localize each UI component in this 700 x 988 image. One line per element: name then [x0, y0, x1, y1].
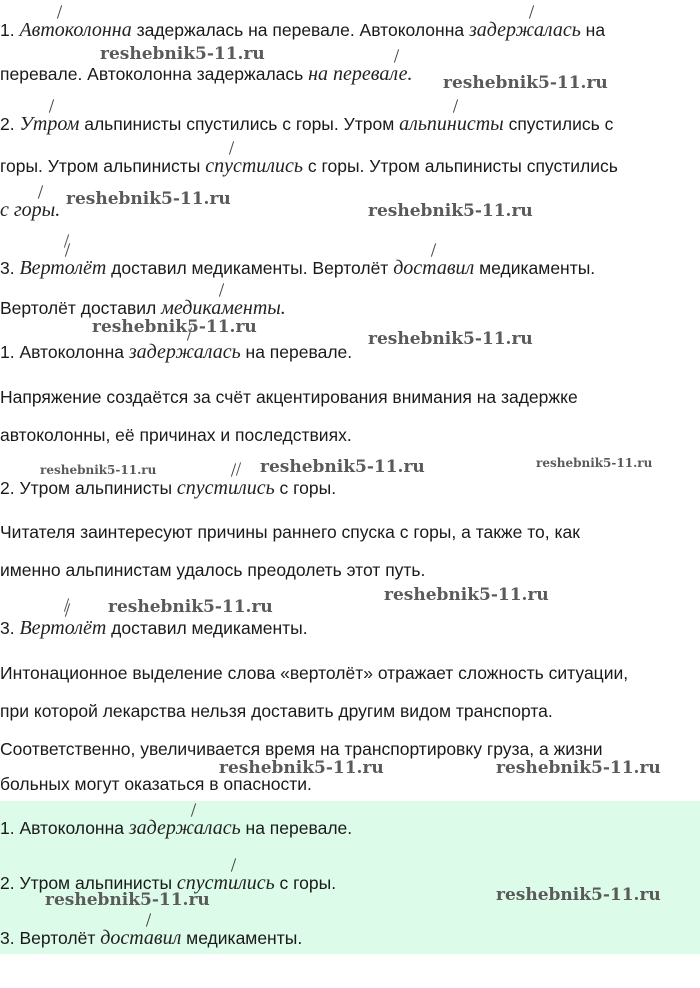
logical-stress-word: доставил: [100, 927, 181, 949]
s2-paragraph-1-line-2: автоколонны, её причинах и последствиях.: [0, 425, 352, 445]
s1-line-1: 1. Автоколонна задержалась на перевале. Автоколонна задержалась на: [0, 18, 605, 42]
s1-line-2: перевале. Автоколонна задержалась на перевале.: [0, 62, 412, 86]
watermark: reshebnik5-11.ru: [496, 885, 661, 905]
logical-stress-word: Утром: [19, 113, 79, 135]
logical-stress-word: медикаменты.: [161, 297, 286, 319]
logical-stress-word: Автоколонна: [19, 19, 131, 41]
s2-paragraph-2-line-2: именно альпинистам удалось преодолеть этот путь.: [0, 560, 426, 580]
logical-stress-word: альпинисты: [399, 113, 504, 135]
s2-paragraph-3-line-1: Интонационное выделение слова «вертолёт» отражает сложность ситуации,: [0, 663, 629, 683]
watermark: reshebnik5-11.ru: [45, 890, 210, 910]
logical-stress-word: Вертолёт: [19, 257, 106, 279]
s2-line-2: 2. Утром альпинисты спустились с горы.: [0, 476, 336, 500]
watermark: reshebnik5-11.ru: [443, 73, 608, 93]
watermark: reshebnik5-11.ru: [368, 329, 533, 349]
s2-paragraph-3-line-2: при которой лекарства нельзя доставить другим видом транспорта.: [0, 701, 553, 721]
answer-line-1: 1. Автоколонна задержалась на перевале.: [0, 816, 352, 840]
answer-line-2: 2. Утром альпинисты спустились с горы.: [0, 871, 336, 895]
s2-line-1: 1. Автоколонна задержалась на перевале.: [0, 340, 352, 364]
watermark: reshebnik5-11.ru: [40, 463, 157, 477]
logical-stress-word: спустились: [177, 872, 275, 894]
logical-stress-word: задержалась: [129, 341, 241, 363]
watermark: reshebnik5-11.ru: [92, 317, 257, 337]
s1-line-6: 3. Вертолёт доставил медикаменты. Вертолёт доставил медикаменты.: [0, 256, 595, 280]
logical-stress-word: задержалась: [469, 19, 581, 41]
s2-paragraph-1-line-1: Напряжение создаётся за счёт акцентирования внимания на задержке: [0, 387, 578, 407]
logical-stress-word: на перевале.: [308, 63, 412, 85]
watermark: reshebnik5-11.ru: [66, 189, 231, 209]
s1-line-4: горы. Утром альпинисты спустились с горы. Утром альпинисты спустились: [0, 154, 618, 178]
s2-paragraph-3-line-3: Соответственно, увеличивается время на транспортировку груза, а жизни: [0, 739, 603, 759]
watermark: reshebnik5-11.ru: [536, 456, 653, 470]
answer-line-3: 3. Вертолёт доставил медикаменты.: [0, 926, 302, 950]
logical-stress-word: Вертолёт: [19, 617, 106, 639]
s2-line-3: 3. Вертолёт доставил медикаменты.: [0, 616, 308, 640]
watermark: reshebnik5-11.ru: [496, 758, 661, 778]
s2-paragraph-3-line-4: больных могут оказаться в опасности.: [0, 774, 312, 794]
watermark: reshebnik5-11.ru: [219, 758, 384, 778]
s1-line-7: Вертолёт доставил медикаменты.: [0, 296, 286, 320]
watermark: reshebnik5-11.ru: [260, 457, 425, 477]
watermark: reshebnik5-11.ru: [108, 597, 273, 617]
logical-stress-word: спустились: [205, 155, 303, 177]
s2-paragraph-2-line-1: Читателя заинтересуют причины раннего спуска с горы, а также то, как: [0, 522, 580, 542]
logical-stress-word: спустились: [177, 477, 275, 499]
stress-mark: [236, 462, 241, 476]
logical-stress-word: с горы.: [0, 199, 60, 221]
watermark: reshebnik5-11.ru: [100, 44, 265, 64]
s1-line-3: 2. Утром альпинисты спустились с горы. Утром альпинисты спустились с: [0, 112, 613, 136]
watermark: reshebnik5-11.ru: [368, 201, 533, 221]
s1-line-5: [0, 198, 60, 222]
logical-stress-word: доставил: [393, 257, 474, 279]
watermark: reshebnik5-11.ru: [384, 585, 549, 605]
logical-stress-word: задержалась: [129, 817, 241, 839]
